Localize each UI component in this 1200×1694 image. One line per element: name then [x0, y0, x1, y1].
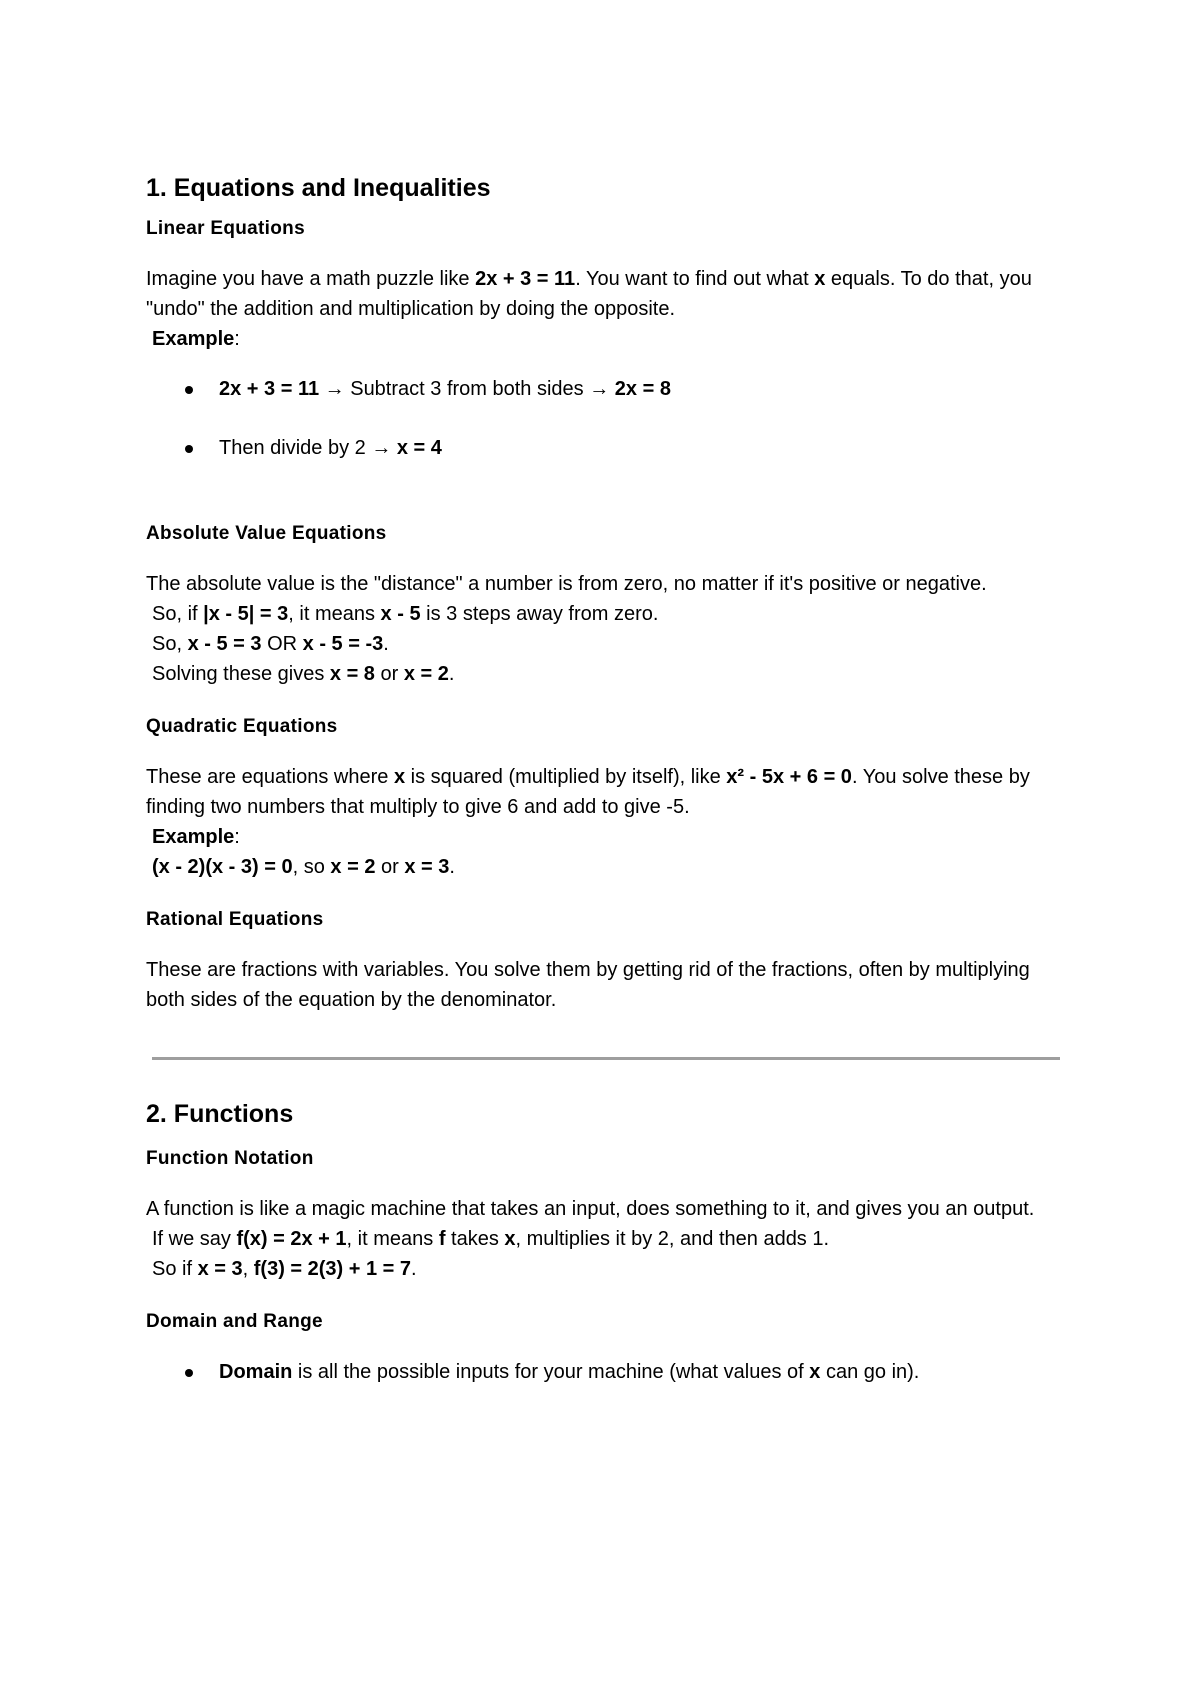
text-run: . — [383, 633, 389, 655]
text-run: → Subtract 3 from both sides → — [319, 378, 615, 400]
text-run: can go in). — [820, 1361, 920, 1383]
paragraph-absolute-intro — [146, 569, 1066, 599]
paragraph-absolute-line3 — [146, 659, 1066, 689]
paragraph-rational-intro — [146, 955, 1066, 1015]
paragraph-quadratic-intro — [146, 762, 1066, 822]
bold-text: x - 5 = -3 — [302, 633, 384, 655]
paragraph-notation-line1 — [146, 1224, 1066, 1254]
bold-text: f(3) = 2(3) + 1 = 7 — [253, 1258, 412, 1280]
bold-text: (x - 2)(x - 3) = 0 — [152, 856, 293, 878]
paragraph-quadratic-example — [146, 852, 1066, 882]
paragraph-notation-line2 — [146, 1254, 1066, 1284]
text-run: . You solve these by finding two numbers that multiply to give 6 and add to give -5. — [146, 766, 1030, 818]
bold-text: x — [393, 766, 406, 788]
text-run: equals. To do that, you "undo" the addition and multiplication by doing the opposite. — [146, 268, 1032, 320]
text-run: Solving these gives — [152, 663, 330, 685]
text-run: These are fractions with variables. You solve them by getting rid of the fractions, often by multiplying both sides of the equation by the denominator. — [146, 959, 1030, 1011]
text-run: is squared (multiplied by itself), like — [405, 766, 727, 788]
bold-text: x = 4 — [396, 437, 442, 459]
bold-text: Domain — [219, 1361, 293, 1383]
bold-text: x = 3 — [197, 1258, 243, 1280]
text-run: So, — [152, 633, 188, 655]
example-colon: : — [234, 328, 240, 350]
domain-range-list — [146, 1357, 1066, 1387]
bold-text: 2x + 3 = 11 — [219, 378, 320, 400]
text-run: OR — [261, 633, 303, 655]
bold-text: 2x + 3 = 11 — [475, 268, 576, 290]
bullet-icon — [185, 445, 193, 453]
text-run: . — [411, 1258, 417, 1280]
document-content — [146, 168, 1066, 1387]
text-run: So if — [152, 1258, 198, 1280]
text-run: . — [449, 856, 455, 878]
text-run: These are equations where — [146, 766, 394, 788]
example-label-text: Example — [152, 328, 235, 350]
linear-example-list — [146, 374, 1066, 463]
bold-text: x — [504, 1228, 516, 1250]
list-item — [146, 1357, 1066, 1387]
text-run: is 3 steps away from zero. — [420, 603, 659, 625]
bold-text: x = 3 — [404, 856, 450, 878]
bold-text: f(x) = 2x + 1 — [236, 1228, 347, 1250]
text-run: or — [374, 663, 404, 685]
bold-text: |x - 5| = 3 — [203, 603, 289, 625]
text-run: , it means — [346, 1228, 439, 1250]
list-item — [146, 374, 1066, 404]
paragraph-notation-intro — [146, 1194, 1066, 1224]
bold-text: x = 8 — [329, 663, 375, 685]
paragraph-absolute-line2 — [146, 629, 1066, 659]
bold-text: x - 5 — [380, 603, 421, 625]
paragraph-absolute-line1 — [146, 599, 1066, 629]
text-run: A function is like a magic machine that takes an input, does something to it, and gives you an output. — [146, 1198, 1035, 1220]
section-title: 2. Functions — [146, 1100, 294, 1128]
subsection-heading-quadratic: Quadratic Equations — [146, 716, 338, 737]
text-run: or — [375, 856, 405, 878]
example-colon: : — [234, 826, 240, 848]
paragraph-linear-intro — [146, 264, 1066, 324]
text-run: Then divide by 2 → — [219, 437, 397, 459]
bold-text: x - 5 = 3 — [187, 633, 262, 655]
bold-text: x — [809, 1361, 821, 1383]
example-label — [146, 822, 1066, 852]
text-run: . — [448, 663, 455, 685]
text-run: is all the possible inputs for your machine (what values of — [292, 1361, 810, 1383]
bold-text: x² - 5x + 6 = 0 — [726, 766, 852, 788]
list-item — [146, 433, 1066, 463]
bold-text: x = 2 — [330, 856, 376, 878]
text-run: So, if — [152, 603, 204, 625]
text-run: , — [242, 1258, 254, 1280]
subsection-heading-linear: Linear Equations — [146, 218, 305, 239]
bullet-icon — [185, 386, 193, 394]
text-run: Imagine you have a math puzzle like — [146, 268, 476, 290]
text-run: takes — [445, 1228, 505, 1250]
text-run: The absolute value is the "distance" a number is from zero, no matter if it's positive or negative. — [146, 573, 987, 595]
bold-text: f — [438, 1228, 446, 1250]
example-label — [146, 324, 1066, 354]
subsection-heading-absolute: Absolute Value Equations — [146, 523, 387, 544]
subsection-heading-rational: Rational Equations — [146, 909, 324, 930]
section-title: 1. Equations and Inequalities — [146, 174, 491, 202]
horizontal-divider — [152, 1057, 1060, 1060]
subsection-heading-domain: Domain and Range — [146, 1311, 323, 1332]
text-run: . You want to find out what — [575, 268, 815, 290]
bold-text: x — [814, 268, 826, 290]
subsection-heading-notation: Function Notation — [146, 1148, 314, 1169]
example-label-text: Example — [152, 826, 235, 848]
text-run: , it means — [288, 603, 381, 625]
text-run: , multiplies it by 2, and then adds 1. — [515, 1228, 830, 1250]
bold-text: x = 2 — [403, 663, 449, 685]
text-run: , so — [292, 856, 331, 878]
bullet-icon — [185, 1369, 193, 1377]
text-run: If we say — [152, 1228, 237, 1250]
bold-text: 2x = 8 — [614, 378, 671, 400]
